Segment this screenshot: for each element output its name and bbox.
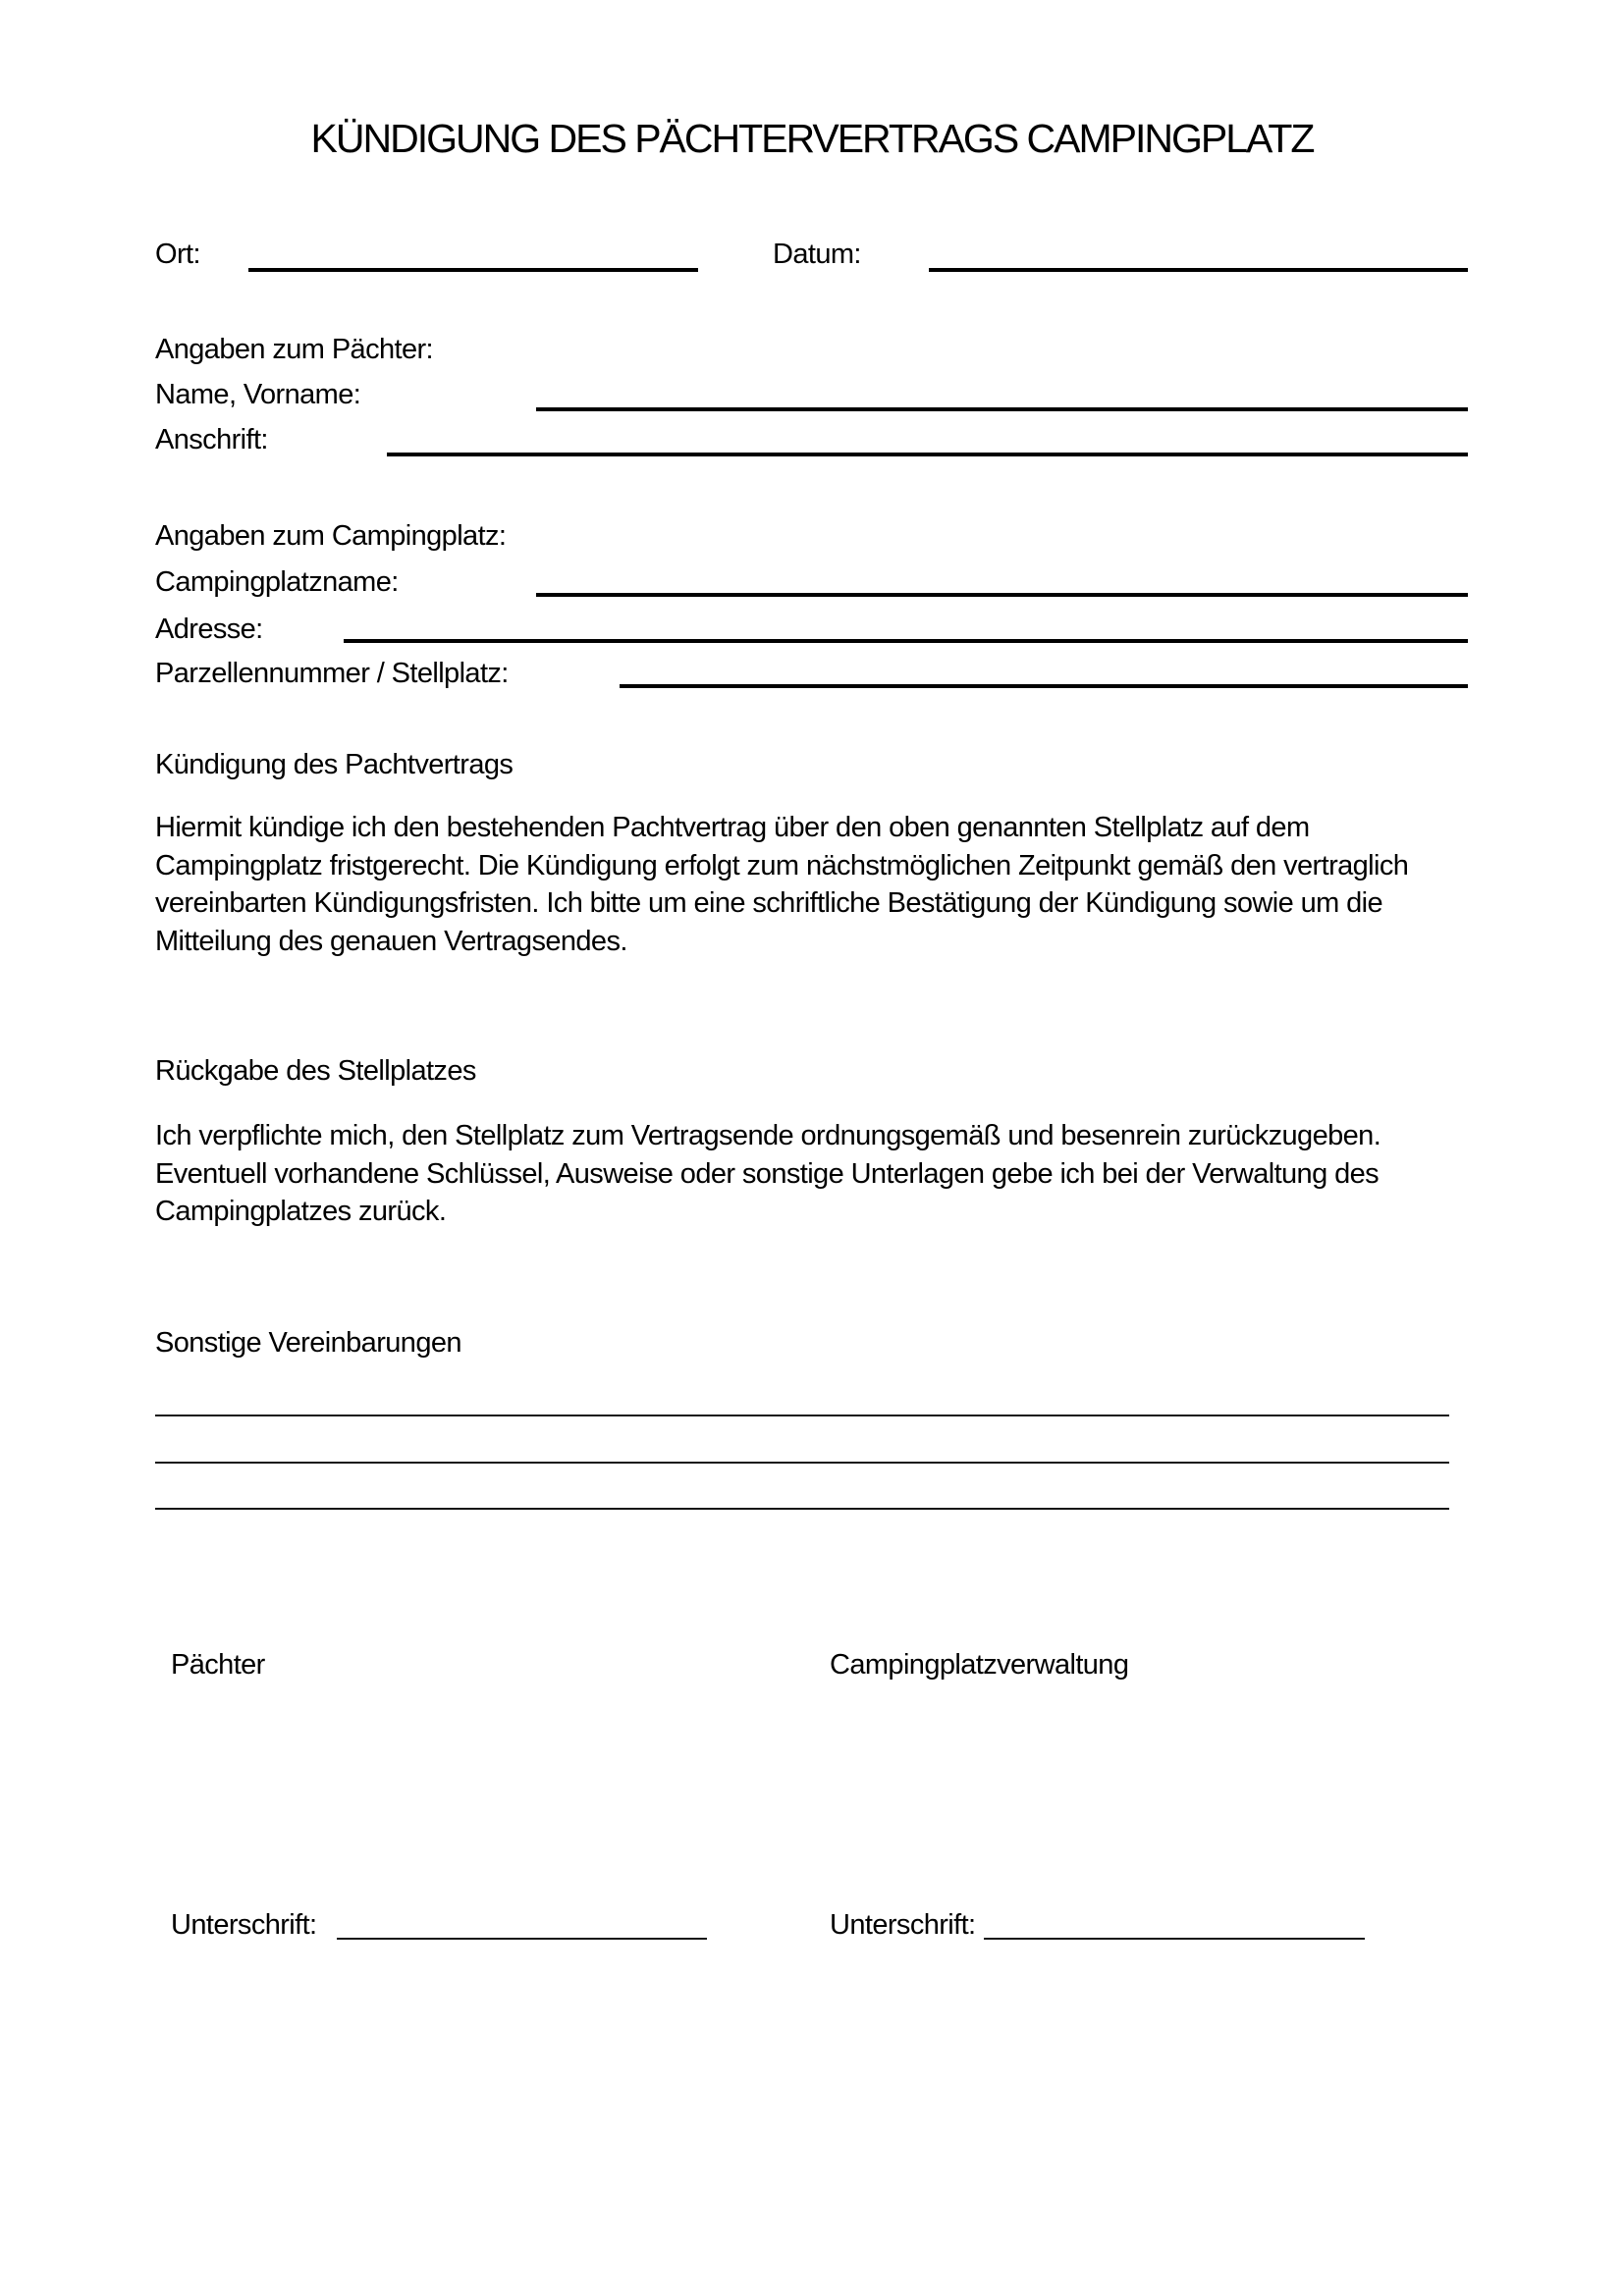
other-agreements-write-line[interactable] bbox=[155, 1508, 1449, 1510]
termination-section-heading: Kündigung des Pachtvertrags bbox=[155, 749, 514, 780]
return-paragraph-line: Eventuell vorhandene Schlüssel, Ausweise oder sonstige Unterlagen gebe ich bei der Verwaltung des bbox=[155, 1157, 1380, 1190]
termination-paragraph-line: vereinbarten Kündigungsfristen. Ich bitte um eine schriftliche Bestätigung der Kündigung sowie um die bbox=[155, 887, 1383, 920]
parcel-number-label: Parzellennummer / Stellplatz: bbox=[155, 658, 509, 689]
return-paragraph-line: Ich verpflichte mich, den Stellplatz zum Vertragsende ordnungsgemäß und besenrein zurückzugeben. bbox=[155, 1120, 1381, 1151]
other-agreements-write-line[interactable] bbox=[155, 1462, 1449, 1464]
management-role-label: Campingplatzverwaltung bbox=[830, 1649, 1129, 1681]
other-agreements-write-line[interactable] bbox=[155, 1415, 1449, 1416]
termination-paragraph-line: Mitteilung des genauen Vertragsendes. bbox=[155, 925, 627, 957]
ort-field-line[interactable] bbox=[248, 268, 698, 272]
tenant-signature-label: Unterschrift: bbox=[171, 1909, 317, 1941]
other-agreements-heading: Sonstige Vereinbarungen bbox=[155, 1327, 461, 1359]
ort-label: Ort: bbox=[155, 239, 200, 270]
campsite-address-field-line[interactable] bbox=[344, 639, 1468, 643]
tenant-section-heading: Angaben zum Pächter: bbox=[155, 334, 434, 365]
campsite-section-heading: Angaben zum Campingplatz: bbox=[155, 520, 507, 552]
document-title: KÜNDIGUNG DES PÄCHTERVERTRAGS CAMPINGPLATZ bbox=[310, 116, 1314, 161]
tenant-name-field-line[interactable] bbox=[536, 407, 1468, 411]
campsite-name-label: Campingplatzname: bbox=[155, 566, 399, 598]
tenant-signature-line[interactable] bbox=[337, 1938, 707, 1940]
parcel-number-field-line[interactable] bbox=[620, 684, 1468, 688]
management-signature-label: Unterschrift: bbox=[830, 1909, 976, 1941]
tenant-name-label: Name, Vorname: bbox=[155, 379, 361, 410]
return-section-heading: Rückgabe des Stellplatzes bbox=[155, 1055, 476, 1087]
campsite-address-label: Adresse: bbox=[155, 614, 263, 645]
datum-label: Datum: bbox=[773, 239, 861, 270]
management-signature-line[interactable] bbox=[984, 1938, 1365, 1940]
termination-paragraph-line: Hiermit kündige ich den bestehenden Pachtvertrag über den oben genannten Stellplatz auf dem bbox=[155, 812, 1310, 843]
tenant-role-label: Pächter bbox=[171, 1649, 265, 1681]
campsite-name-field-line[interactable] bbox=[536, 593, 1468, 597]
tenant-address-field-line[interactable] bbox=[387, 453, 1468, 456]
return-paragraph bbox=[155, 1117, 1380, 1231]
termination-paragraph-line: Campingplatz fristgerecht. Die Kündigung erfolgt zum nächstmöglichen Zeitpunkt gemäß den vertraglich bbox=[155, 849, 1409, 881]
return-paragraph-line: Campingplatzes zurück. bbox=[155, 1196, 447, 1228]
tenant-address-label: Anschrift: bbox=[155, 424, 268, 455]
datum-field-line[interactable] bbox=[929, 268, 1468, 272]
termination-paragraph bbox=[155, 809, 1408, 960]
